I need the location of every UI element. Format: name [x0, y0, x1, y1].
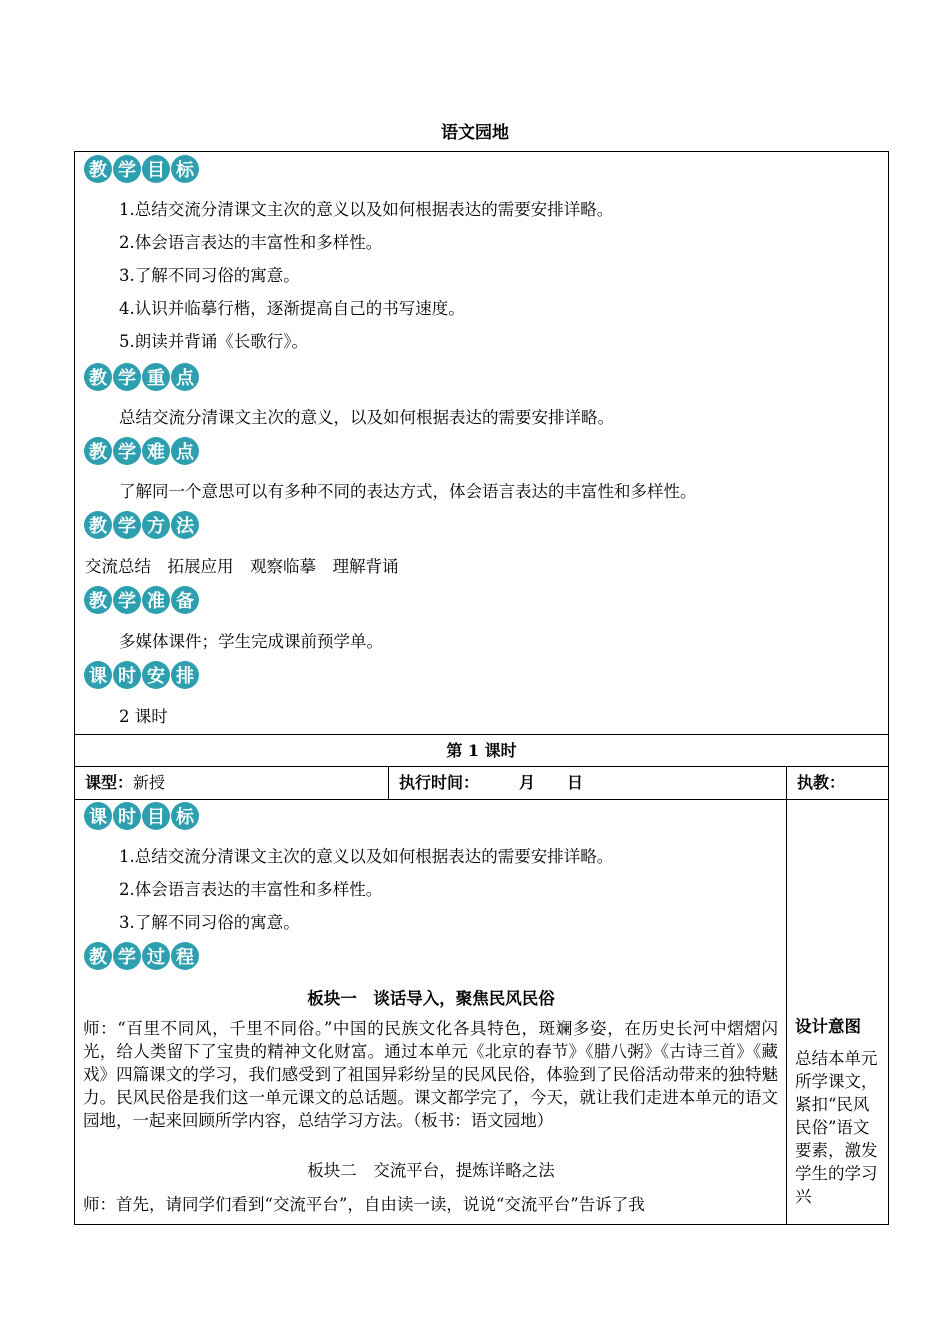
execution-time-value: 月 日 — [471, 773, 584, 792]
lesson-plan-table — [74, 151, 889, 1225]
design-intent-title: 设计意图 — [795, 1017, 861, 1036]
lesson-body — [75, 800, 888, 1224]
badge-preparation: 教 学 准 备 — [84, 586, 199, 614]
badge-schedule: 课 时 安 排 — [84, 661, 199, 689]
teacher-label: 执教： — [797, 773, 846, 792]
schedule-text: 2 课时 — [119, 707, 168, 726]
lesson-objective-item: 2.体会语言表达的丰富性和多样性。 — [119, 880, 383, 899]
lesson-meta-row — [75, 767, 888, 800]
overview-section — [75, 152, 888, 735]
block-two-title: 板块二 交流平台，提炼详略之法 — [307, 1161, 555, 1180]
lesson-type-cell — [75, 767, 389, 799]
lesson-objective-item: 1.总结交流分清课文主次的意义以及如何根据表达的需要安排详略。 — [119, 847, 614, 866]
badge-key-points: 教 学 重 点 — [84, 363, 199, 391]
badge-difficulties: 教 学 难 点 — [84, 437, 199, 465]
block-one-text: 师：“百里不同风，千里不同俗。”中国的民族文化各具特色，斑斓多姿，在历史长河中熠熠闪光，给人类留下了宝贵的精神文化财富。通过本单元《北京的春节》《腊八粥》《古诗三首》《藏戏》四篇课文的学习，我们感受到了祖国异彩纷呈的民风民俗，体验到了民俗活动带来的独特魅力。民风民俗是我们这一单元课文的总话题。课文都学完了，今天，就让我们走进本单元的语文园地，一起来回顾所学内容，总结学习方法。（板书：语文园地） — [83, 1019, 778, 1130]
teacher-cell — [787, 767, 888, 799]
lesson-type-label: 课型： — [85, 773, 134, 792]
block-one-title: 板块一 谈话导入，聚焦民风民俗 — [307, 989, 555, 1008]
execution-time-cell — [389, 767, 787, 799]
lesson-type-value: 新授 — [133, 773, 166, 792]
objective-item: 3.了解不同习俗的寓意。 — [119, 266, 300, 285]
preparation-text: 多媒体课件；学生完成课前预学单。 — [119, 632, 383, 651]
objective-item: 1.总结交流分清课文主次的意义以及如何根据表达的需要安排详略。 — [119, 200, 614, 219]
lesson-objective-item: 3.了解不同习俗的寓意。 — [119, 913, 300, 932]
page-title: 语文园地 — [441, 123, 509, 143]
design-intent-text: 总结本单元所学课文，紧扣“民风民俗”语文要素，激发学生的学习兴 — [795, 1049, 878, 1206]
objective-item: 4.认识并临摹行楷，逐渐提高自己的书写速度。 — [119, 299, 465, 318]
key-point-text: 总结交流分清课文主次的意义，以及如何根据表达的需要安排详略。 — [119, 408, 614, 427]
block-two-text: 师：首先，请同学们看到“交流平台”，自由读一读，说说“交流平台”告诉了我 — [83, 1195, 645, 1214]
lesson-header: 第 1 课时 — [75, 735, 888, 767]
execution-time-label: 执行时间： — [399, 773, 472, 792]
methods-text: 交流总结 拓展应用 观察临摹 理解背诵 — [85, 557, 399, 576]
badge-methods: 教 学 方 法 — [84, 511, 199, 539]
badge-lesson-objectives: 课 时 目 标 — [84, 802, 199, 830]
lesson-content — [75, 800, 787, 1224]
objective-item: 5.朗读并背诵《长歌行》。 — [119, 332, 308, 351]
badge-objectives: 教 学 目 标 — [84, 155, 199, 183]
objective-item: 2.体会语言表达的丰富性和多样性。 — [119, 233, 383, 252]
badge-process: 教 学 过 程 — [84, 942, 199, 970]
design-intent-column — [787, 800, 888, 1224]
difficulty-text: 了解同一个意思可以有多种不同的表达方式，体会语言表达的丰富性和多样性。 — [119, 482, 697, 501]
